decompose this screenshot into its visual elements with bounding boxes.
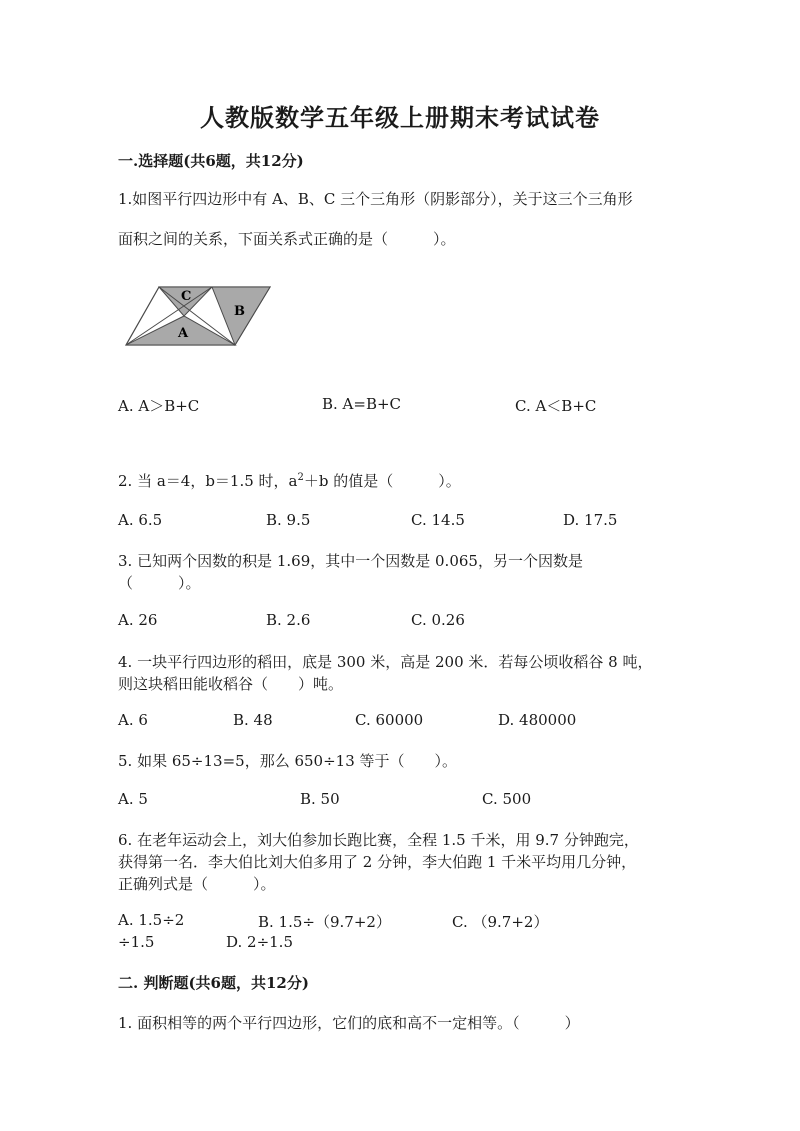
question-5-option-c[interactable]: C. 500 (482, 790, 532, 808)
question-4-option-c[interactable]: C. 60000 (355, 711, 424, 729)
question-1-option-a[interactable]: A. A＞B+C (118, 397, 200, 415)
judgement-1-text: 1. 面积相等的两个平行四边形，它们的底和高不一定相等。（ ） (118, 1014, 580, 1032)
question-5-option-b[interactable]: B. 50 (300, 790, 340, 808)
question-3-line-1: 3. 已知两个因数的积是 1.69，其中一个因数是 0.065，另一个因数是 (118, 552, 583, 570)
question-2-option-a[interactable]: A. 6.5 (118, 511, 163, 529)
question-6-option-b[interactable]: B. 1.5÷（9.7+2） (258, 913, 391, 931)
triangle-a-label: A (178, 326, 189, 341)
question-3-line-2: （ ）。 (118, 574, 201, 592)
question-6-option-c-continued: ÷1.5 (118, 933, 155, 951)
question-1-option-c[interactable]: C. A＜B+C (515, 397, 597, 415)
question-2-option-b[interactable]: B. 9.5 (266, 511, 311, 529)
question-1-line-1: 1.如图平行四边形中有 A、B、C 三个三角形（阴影部分），关于这三个三角形 (118, 190, 633, 208)
triangle-b-label: B (234, 304, 245, 319)
question-3-option-b[interactable]: B. 2.6 (266, 611, 311, 629)
parallelogram-figure (124, 285, 274, 347)
question-6-line-1: 6. 在老年运动会上，刘大伯参加长跑比赛，全程 1.5 千米，用 9.7 分钟跑完， (118, 831, 639, 849)
exponent: 2 (297, 472, 304, 483)
question-2-option-c[interactable]: C. 14.5 (411, 511, 465, 529)
triangle-c-label: C (181, 289, 192, 304)
section-heading-judgement: 二. 判断题(共6题，共12分) (118, 974, 309, 992)
question-6-option-d[interactable]: D. 2÷1.5 (226, 933, 293, 951)
question-4-line-1: 4. 一块平行四边形的稻田，底是 300 米，高是 200 米．若每公顷收稻谷 8 吨， (118, 653, 653, 671)
question-5-line-1: 5. 如果 65÷13=5，那么 650÷13 等于（ ）。 (118, 752, 458, 770)
question-4-line-2: 则这块稻田能收稻谷（ ）吨。 (118, 675, 344, 693)
question-2-option-d[interactable]: D. 17.5 (563, 511, 618, 529)
question-6-line-3: 正确列式是（ ）。 (118, 875, 276, 893)
question-2-text: 2. 当 a＝4，b＝1.5 时，$a^2+b$ 的值是（ ）。 (118, 472, 461, 490)
question-4-option-b[interactable]: B. 48 (233, 711, 273, 729)
question-4-option-a[interactable]: A. 6 (118, 711, 148, 729)
question-1-option-b[interactable]: B. A=B+C (322, 395, 402, 413)
question-4-option-d[interactable]: D. 480000 (498, 711, 577, 729)
question-1-line-2: 面积之间的关系，下面关系式正确的是（ ）。 (118, 230, 456, 248)
question-3-option-a[interactable]: A. 26 (118, 611, 158, 629)
question-5-option-a[interactable]: A. 5 (118, 790, 148, 808)
section-heading-choice: 一.选择题(共6题，共12分) (118, 152, 304, 170)
question-3-option-c[interactable]: C. 0.26 (411, 611, 465, 629)
page-title: 人教版数学五年级上册期末考试试卷 (200, 103, 600, 132)
question-6-line-2: 获得第一名．李大伯比刘大伯多用了 2 分钟，李大伯跑 1 千米平均用几分钟， (118, 853, 637, 871)
question-6-option-a[interactable]: A. 1.5÷2 (118, 911, 185, 929)
question-6-option-c[interactable]: C. （9.7+2） (452, 913, 549, 931)
